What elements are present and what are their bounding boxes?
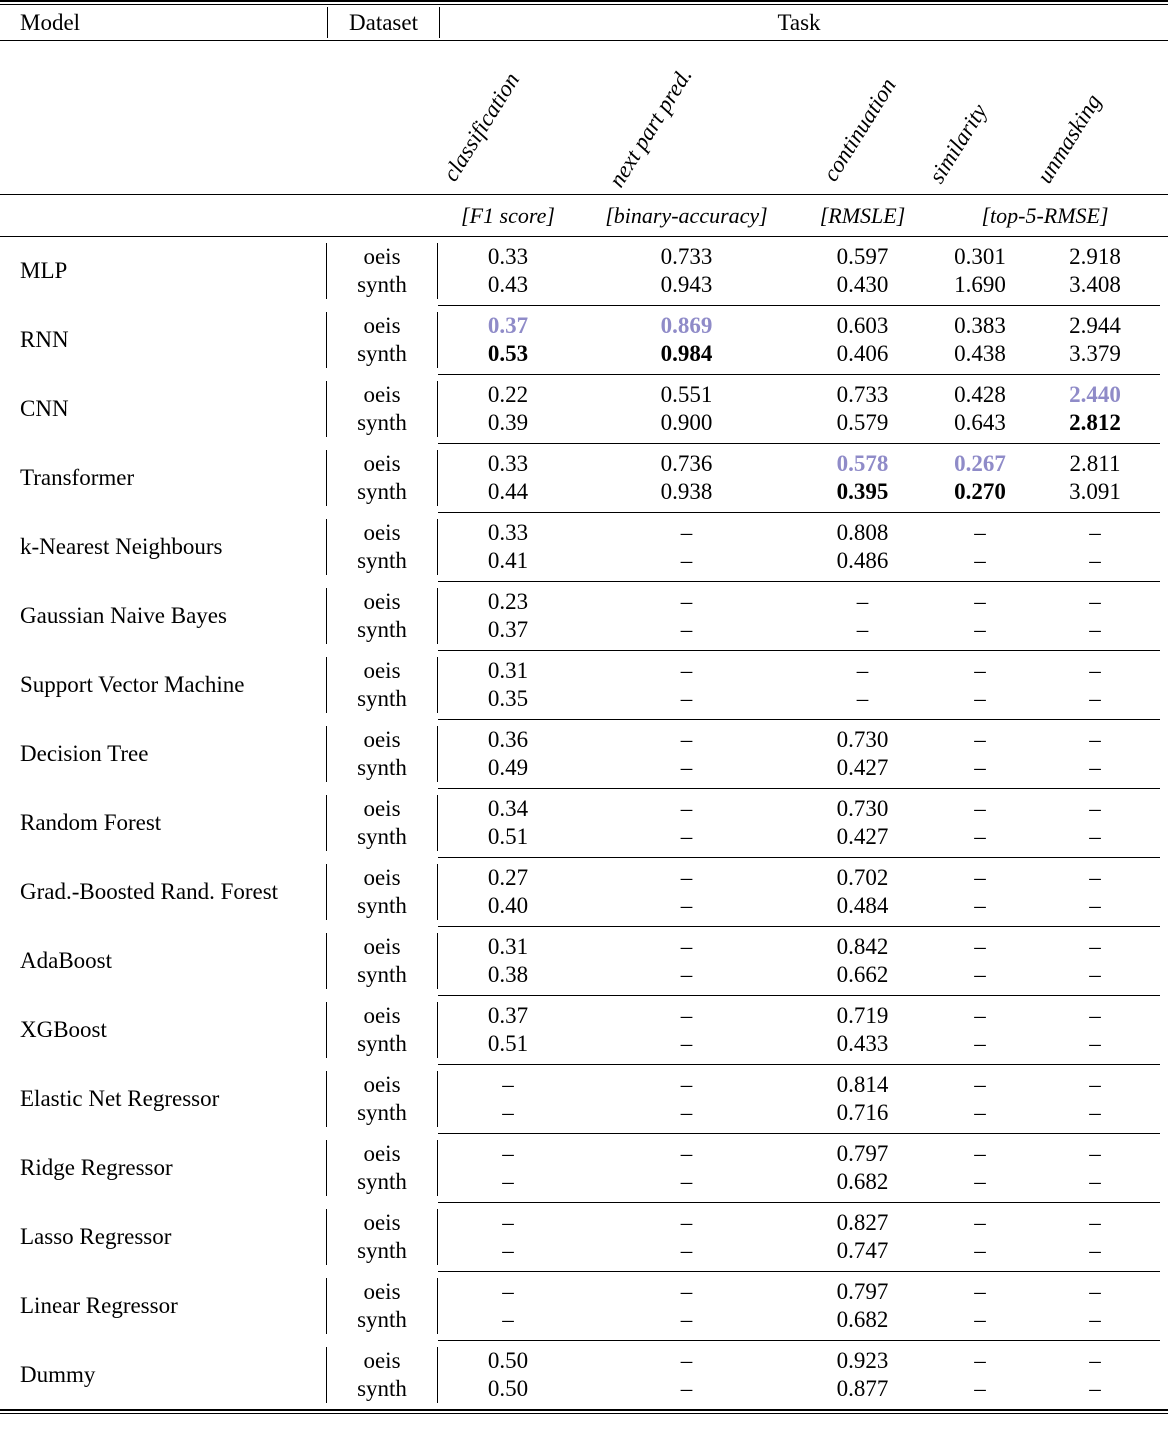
value-cell: 0.603	[836, 313, 889, 338]
dataset-label-oeis: oeis	[363, 1279, 401, 1304]
value-cell: –	[974, 1100, 986, 1125]
value-cell: 2.944	[1069, 313, 1121, 338]
task-labels-band	[0, 41, 1168, 194]
model-name: Linear Regressor	[0, 1278, 327, 1334]
value-cell: 0.869	[660, 313, 713, 338]
value-cell: 0.730	[836, 727, 889, 752]
model-name: Grad.-Boosted Rand. Forest	[0, 864, 327, 920]
value-cell: –	[974, 658, 986, 683]
value-cell: –	[680, 962, 693, 987]
dataset-cell	[327, 933, 438, 989]
value-cell: 0.44	[487, 479, 529, 504]
value-cell: –	[680, 893, 693, 918]
dataset-label-synth: synth	[357, 893, 407, 918]
value-cell: 0.430	[836, 272, 889, 297]
value-cell: –	[502, 1100, 514, 1125]
dataset-cell	[327, 312, 438, 368]
value-cell: 0.736	[660, 451, 713, 476]
value-cell: –	[680, 1348, 693, 1373]
dataset-label-synth: synth	[357, 272, 407, 297]
value-cell: 0.395	[836, 479, 889, 504]
value-cell: –	[1089, 1169, 1101, 1194]
value-cell: 0.35	[487, 686, 529, 711]
value-cell: 0.579	[836, 410, 889, 435]
model-name: Gaussian Naive Bayes	[0, 588, 327, 644]
dataset-label-oeis: oeis	[363, 1141, 401, 1166]
task-label-unmasking: unmasking	[1031, 89, 1106, 188]
model-name: MLP	[0, 243, 327, 299]
value-cell: –	[974, 1003, 986, 1028]
value-cell: 0.50	[487, 1348, 529, 1373]
value-cell: –	[974, 1238, 986, 1263]
value-cell: 0.719	[836, 1003, 889, 1028]
value-cell: 0.682	[836, 1307, 889, 1332]
value-cell: –	[1089, 893, 1101, 918]
value-cell: –	[974, 1279, 986, 1304]
value-cell: 0.433	[836, 1031, 889, 1056]
dataset-label-synth: synth	[357, 824, 407, 849]
dataset-label-oeis: oeis	[363, 865, 401, 890]
value-cell: –	[680, 934, 693, 959]
value-cell: –	[680, 1003, 693, 1028]
dataset-label-oeis: oeis	[363, 244, 401, 269]
model-name: Transformer	[0, 450, 327, 506]
value-cell: –	[680, 727, 693, 752]
value-cell: –	[1089, 1279, 1101, 1304]
dataset-cell	[327, 1071, 438, 1127]
value-cell: –	[680, 1072, 693, 1097]
value-cell: –	[1089, 1031, 1101, 1056]
value-cell: 0.427	[836, 824, 889, 849]
task-label-next-part-pred: next part pred.	[603, 63, 697, 192]
value-cell: 0.938	[660, 479, 713, 504]
dataset-label-oeis: oeis	[363, 727, 401, 752]
value-cell: 0.733	[660, 244, 713, 269]
value-cell: –	[856, 658, 869, 683]
value-cell: –	[1089, 1376, 1101, 1401]
dataset-label-synth: synth	[357, 617, 407, 642]
value-cell: 0.797	[836, 1141, 889, 1166]
model-group-adaboost	[0, 927, 1168, 995]
value-cell: –	[502, 1307, 514, 1332]
value-cell: 0.438	[954, 341, 1006, 366]
model-group-grad-boosted-rand-forest	[0, 858, 1168, 926]
dataset-label-oeis: oeis	[363, 796, 401, 821]
value-cell: –	[1089, 1307, 1101, 1332]
value-cell: –	[502, 1072, 514, 1097]
value-cell: 0.578	[836, 451, 889, 476]
model-name: k-Nearest Neighbours	[0, 519, 327, 575]
value-cell: –	[974, 727, 986, 752]
value-cell: –	[680, 755, 693, 780]
value-cell: –	[1089, 520, 1101, 545]
value-cell: 0.597	[836, 244, 889, 269]
dataset-label-oeis: oeis	[363, 1348, 401, 1373]
value-cell: 0.842	[836, 934, 889, 959]
table-body	[0, 237, 1168, 1409]
value-cell: 3.379	[1069, 341, 1121, 366]
value-cell: 0.270	[954, 479, 1006, 504]
value-cell: –	[680, 617, 693, 642]
value-cell: 0.53	[487, 341, 529, 366]
model-name: XGBoost	[0, 1002, 327, 1058]
value-cell: –	[1089, 1210, 1101, 1235]
model-group-support-vector-machine	[0, 651, 1168, 719]
value-cell: –	[974, 1141, 986, 1166]
value-cell: –	[680, 1279, 693, 1304]
value-cell: –	[1089, 962, 1101, 987]
value-cell: –	[974, 893, 986, 918]
value-cell: –	[680, 1210, 693, 1235]
value-cell: 0.877	[836, 1376, 889, 1401]
value-cell: –	[680, 658, 693, 683]
value-cell: –	[680, 589, 693, 614]
model-group-xgboost	[0, 996, 1168, 1064]
task-label-continuation: continuation	[817, 73, 901, 186]
dataset-label-synth: synth	[357, 479, 407, 504]
model-group-lasso-regressor	[0, 1203, 1168, 1271]
value-cell: 0.38	[487, 962, 529, 987]
metric-top-5-rmse: [top-5-RMSE]	[981, 202, 1109, 228]
value-cell: –	[974, 755, 986, 780]
value-cell: –	[974, 548, 986, 573]
dataset-cell	[327, 1347, 438, 1403]
model-group-cnn	[0, 375, 1168, 443]
value-cell: –	[974, 1348, 986, 1373]
value-cell: –	[856, 686, 869, 711]
value-cell: 0.427	[836, 755, 889, 780]
value-cell: 0.551	[660, 382, 713, 407]
value-cell: –	[680, 1238, 693, 1263]
dataset-label-oeis: oeis	[363, 934, 401, 959]
value-cell: 0.50	[487, 1376, 529, 1401]
model-name: RNN	[0, 312, 327, 368]
value-cell: –	[974, 1169, 986, 1194]
value-cell: 0.827	[836, 1210, 889, 1235]
model-group-random-forest	[0, 789, 1168, 857]
value-cell: 0.39	[487, 410, 529, 435]
value-cell: 3.091	[1069, 479, 1121, 504]
value-cell: –	[680, 1169, 693, 1194]
value-cell: –	[974, 1031, 986, 1056]
value-cell: 0.733	[836, 382, 889, 407]
value-cell: –	[680, 1307, 693, 1332]
dataset-label-oeis: oeis	[363, 451, 401, 476]
metric-f1-score: [F1 score]	[461, 202, 555, 228]
value-cell: 0.23	[487, 589, 529, 614]
model-group-mlp	[0, 237, 1168, 305]
value-cell: –	[974, 520, 986, 545]
value-cell: –	[680, 1031, 693, 1056]
dataset-label-synth: synth	[357, 1238, 407, 1263]
dataset-cell	[327, 588, 438, 644]
value-cell: 0.702	[836, 865, 889, 890]
task-label-classification: classification	[437, 68, 525, 186]
model-name: Elastic Net Regressor	[0, 1071, 327, 1127]
value-cell: 0.267	[954, 451, 1006, 476]
model-name: Random Forest	[0, 795, 327, 851]
model-group-transformer	[0, 444, 1168, 512]
dataset-label-oeis: oeis	[363, 520, 401, 545]
value-cell: –	[974, 1376, 986, 1401]
value-cell: –	[974, 1307, 986, 1332]
model-name: AdaBoost	[0, 933, 327, 989]
dataset-cell	[327, 726, 438, 782]
dataset-label-oeis: oeis	[363, 589, 401, 614]
dataset-label-oeis: oeis	[363, 1072, 401, 1097]
value-cell: –	[1089, 1238, 1101, 1263]
value-cell: 0.51	[487, 824, 529, 849]
value-cell: –	[502, 1141, 514, 1166]
dataset-cell	[327, 519, 438, 575]
value-cell: –	[974, 589, 986, 614]
value-cell: 0.33	[487, 451, 529, 476]
value-cell: –	[1089, 658, 1101, 683]
value-cell: –	[856, 589, 869, 614]
value-cell: –	[974, 617, 986, 642]
metric-row	[0, 195, 1168, 236]
value-cell: –	[856, 617, 869, 642]
value-cell: –	[1089, 824, 1101, 849]
dataset-cell	[327, 795, 438, 851]
value-cell: 2.811	[1069, 451, 1121, 476]
value-cell: –	[502, 1210, 514, 1235]
value-cell: –	[502, 1169, 514, 1194]
dataset-label-oeis: oeis	[363, 382, 401, 407]
dataset-label-synth: synth	[357, 341, 407, 366]
model-name: Support Vector Machine	[0, 657, 327, 713]
dataset-label-synth: synth	[357, 410, 407, 435]
dataset-cell	[327, 1209, 438, 1265]
value-cell: 0.900	[660, 410, 713, 435]
value-cell: –	[502, 1279, 514, 1304]
model-name: Ridge Regressor	[0, 1140, 327, 1196]
dataset-label-synth: synth	[357, 1100, 407, 1125]
value-cell: 3.408	[1069, 272, 1121, 297]
value-cell: 0.730	[836, 796, 889, 821]
dataset-label-synth: synth	[357, 755, 407, 780]
value-cell: –	[1089, 617, 1101, 642]
value-cell: –	[680, 1141, 693, 1166]
value-cell: 0.31	[487, 934, 529, 959]
dataset-label-synth: synth	[357, 686, 407, 711]
dataset-label-synth: synth	[357, 1376, 407, 1401]
dataset-cell	[327, 381, 438, 437]
model-group-ridge-regressor	[0, 1134, 1168, 1202]
value-cell: 0.34	[487, 796, 529, 821]
value-cell: 2.440	[1069, 382, 1121, 407]
value-cell: –	[680, 824, 693, 849]
value-cell: –	[680, 865, 693, 890]
dataset-cell	[327, 1140, 438, 1196]
value-cell: –	[974, 824, 986, 849]
value-cell: –	[974, 796, 986, 821]
value-cell: 0.36	[487, 727, 529, 752]
value-cell: –	[1089, 1003, 1101, 1028]
dataset-label-oeis: oeis	[363, 1003, 401, 1028]
value-cell: 0.428	[954, 382, 1006, 407]
dataset-cell	[327, 864, 438, 920]
column-header-dataset: Dataset	[327, 7, 440, 38]
value-cell: –	[1089, 548, 1101, 573]
column-header-model: Model	[20, 9, 81, 35]
value-cell: 0.682	[836, 1169, 889, 1194]
value-cell: 0.923	[836, 1348, 889, 1373]
value-cell: 0.49	[487, 755, 529, 780]
value-cell: –	[1089, 1348, 1101, 1373]
value-cell: 0.808	[836, 520, 889, 545]
value-cell: –	[974, 865, 986, 890]
value-cell: –	[680, 796, 693, 821]
model-name: Lasso Regressor	[0, 1209, 327, 1265]
dataset-label-synth: synth	[357, 1169, 407, 1194]
value-cell: 0.484	[836, 893, 889, 918]
dataset-label-oeis: oeis	[363, 313, 401, 338]
table-header-row	[0, 5, 1168, 40]
value-cell: –	[680, 548, 693, 573]
metric-rmsle: [RMSLE]	[819, 202, 906, 228]
value-cell: 0.747	[836, 1238, 889, 1263]
value-cell: 0.40	[487, 893, 529, 918]
value-cell: 0.37	[487, 1003, 529, 1028]
dataset-cell	[327, 1002, 438, 1058]
model-group-gaussian-naive-bayes	[0, 582, 1168, 650]
model-group-k-nearest-neighbours	[0, 513, 1168, 581]
model-group-elastic-net-regressor	[0, 1065, 1168, 1133]
dataset-label-oeis: oeis	[363, 658, 401, 683]
model-name: Dummy	[0, 1347, 327, 1403]
value-cell: –	[1089, 865, 1101, 890]
value-cell: 0.301	[954, 244, 1006, 269]
value-cell: –	[680, 520, 693, 545]
model-group-dummy	[0, 1341, 1168, 1409]
dataset-cell	[327, 657, 438, 713]
value-cell: 0.406	[836, 341, 889, 366]
value-cell: 0.643	[954, 410, 1006, 435]
task-label-similarity: similarity	[923, 99, 992, 188]
value-cell: –	[680, 1100, 693, 1125]
metric-binary-accuracy: [binary-accuracy]	[605, 202, 768, 228]
value-cell: 2.918	[1069, 244, 1121, 269]
value-cell: 0.31	[487, 658, 529, 683]
value-cell: 0.716	[836, 1100, 889, 1125]
model-name: CNN	[0, 381, 327, 437]
value-cell: 0.814	[836, 1072, 889, 1097]
value-cell: 0.22	[487, 382, 529, 407]
value-cell: 0.943	[660, 272, 713, 297]
value-cell: –	[680, 1376, 693, 1401]
value-cell: –	[974, 962, 986, 987]
column-header-task: Task	[777, 9, 821, 35]
model-group-linear-regressor	[0, 1272, 1168, 1340]
value-cell: 0.486	[836, 548, 889, 573]
value-cell: 0.51	[487, 1031, 529, 1056]
value-cell: –	[680, 686, 693, 711]
value-cell: 0.37	[487, 617, 529, 642]
dataset-label-synth: synth	[357, 1031, 407, 1056]
value-cell: –	[1089, 1072, 1101, 1097]
dataset-label-synth: synth	[357, 962, 407, 987]
value-cell: 0.27	[487, 865, 529, 890]
value-cell: 0.41	[487, 548, 529, 573]
value-cell: –	[974, 686, 986, 711]
value-cell: 0.33	[487, 520, 529, 545]
dataset-cell	[327, 243, 438, 299]
value-cell: –	[1089, 1100, 1101, 1125]
model-group-decision-tree	[0, 720, 1168, 788]
value-cell: –	[502, 1238, 514, 1263]
model-group-rnn	[0, 306, 1168, 374]
dataset-label-oeis: oeis	[363, 1210, 401, 1235]
bottom-rule	[0, 1409, 1168, 1414]
value-cell: 0.37	[487, 313, 529, 338]
value-cell: –	[1089, 1141, 1101, 1166]
value-cell: 0.33	[487, 244, 529, 269]
value-cell: –	[1089, 796, 1101, 821]
dataset-cell	[327, 450, 438, 506]
value-cell: –	[1089, 934, 1101, 959]
model-name: Decision Tree	[0, 726, 327, 782]
value-cell: 0.662	[836, 962, 889, 987]
value-cell: 1.690	[954, 272, 1006, 297]
value-cell: 0.984	[660, 341, 713, 366]
value-cell: –	[974, 1210, 986, 1235]
value-cell: –	[1089, 589, 1101, 614]
dataset-cell	[327, 1278, 438, 1334]
value-cell: 0.383	[954, 313, 1006, 338]
value-cell: 0.43	[487, 272, 529, 297]
value-cell: –	[1089, 727, 1101, 752]
value-cell: 2.812	[1069, 410, 1121, 435]
value-cell: –	[974, 934, 986, 959]
value-cell: –	[1089, 686, 1101, 711]
value-cell: 0.797	[836, 1279, 889, 1304]
value-cell: –	[974, 1072, 986, 1097]
dataset-label-synth: synth	[357, 548, 407, 573]
value-cell: –	[1089, 755, 1101, 780]
dataset-label-synth: synth	[357, 1307, 407, 1332]
